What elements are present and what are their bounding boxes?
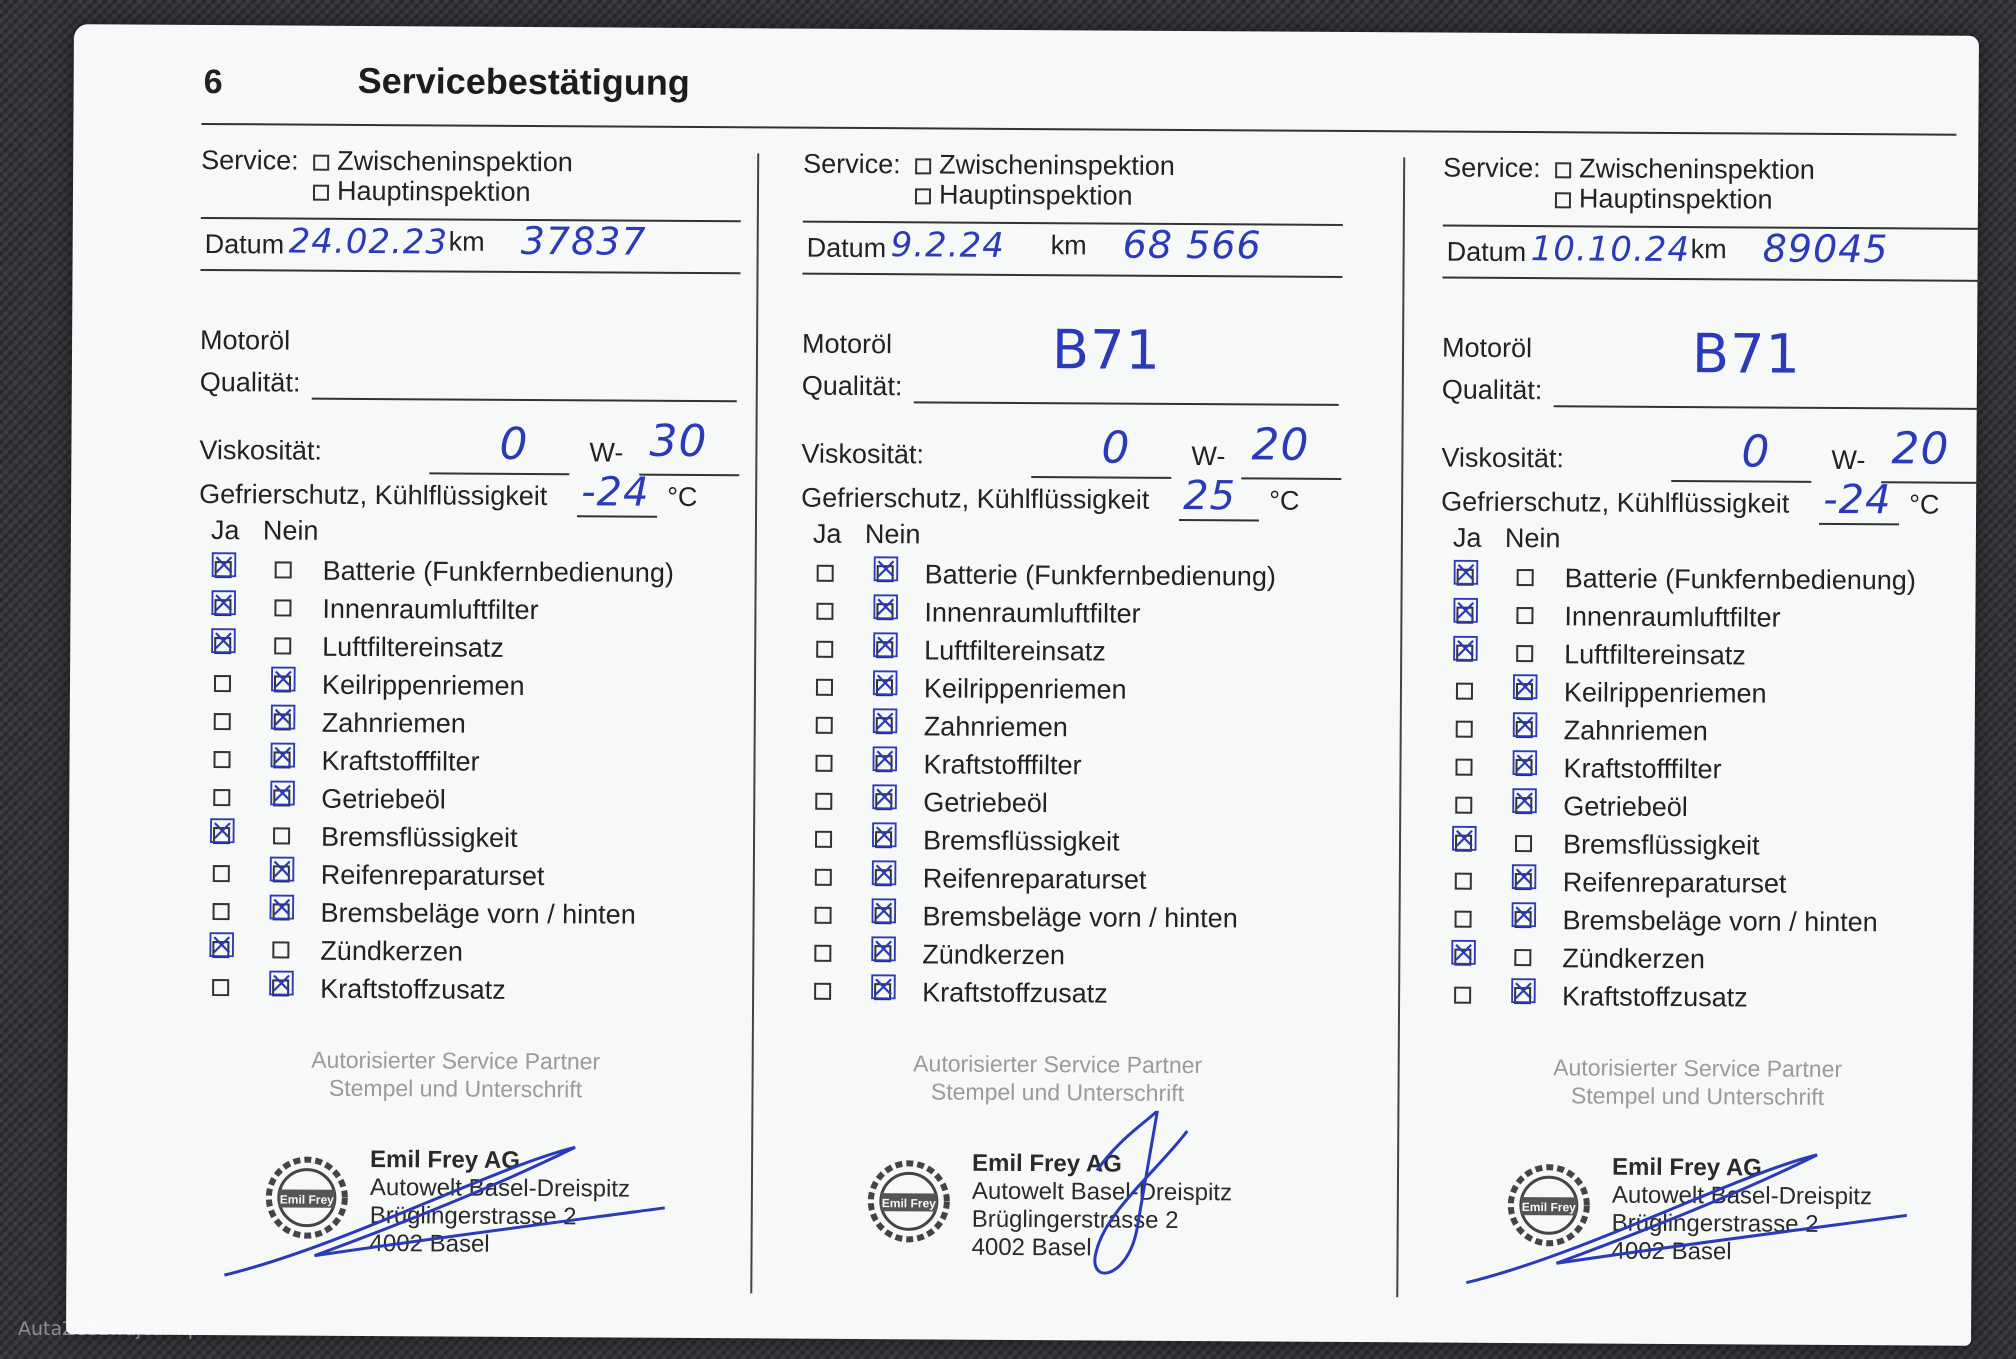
viskositaet-right-value[interactable]: 20 [1891, 423, 1950, 475]
km-label: km [448, 226, 485, 257]
checklist-item-label: Kraftstoffzusatz [922, 977, 1108, 1009]
checklist-item-label: Kraftstofffilter [1563, 753, 1722, 785]
partner-caption [255, 1045, 655, 1103]
checkbox-ja[interactable] [214, 713, 231, 730]
ink-checkmark: ☒ [1508, 857, 1540, 899]
partner-line2: Stempel und Unterschrift [1570, 1082, 1825, 1110]
qualitaet-rule [914, 401, 1339, 406]
checklist-item-label: Luftfiltereinsatz [1564, 639, 1746, 671]
label-hauptinspektion: Hauptinspektion [336, 175, 531, 207]
checkbox-zwischeninspektion[interactable] [1555, 162, 1571, 178]
viskositaet-label: Viskosität: [199, 434, 323, 466]
celsius-label: °C [1269, 485, 1300, 516]
rule [577, 515, 657, 517]
dealer-line3: 4002 Basel [369, 1230, 490, 1258]
partner-caption [857, 1049, 1257, 1107]
checklist-item-label: Innenraumluftfilter [924, 597, 1141, 629]
checklist-row [1438, 971, 1978, 1016]
checkbox-nein[interactable] [274, 637, 291, 654]
service-label: Service: [1443, 152, 1541, 184]
datum-value[interactable]: 9.2.24 [890, 225, 1005, 266]
checklist-item-label: Getriebeöl [1563, 791, 1688, 823]
nein-header: Nein [864, 519, 921, 550]
checkbox-ja[interactable] [1455, 797, 1472, 814]
dealer-line1: Autowelt Basel-Dreispitz [1611, 1181, 1873, 1211]
checklist-item-label: Luftfiltereinsatz [924, 635, 1106, 667]
dealer-line2: Brüglingerstrasse 2 [971, 1205, 1179, 1234]
handwritten-signature [1436, 1113, 1957, 1311]
ink-checkmark: ☒ [266, 888, 298, 929]
checklist-item-label: Batterie (Funkfernbedienung) [1564, 563, 1916, 596]
checkbox-nein[interactable] [1517, 569, 1534, 586]
checkbox-ja[interactable] [1455, 759, 1472, 776]
ink-checkmark: ☒ [206, 812, 238, 853]
page-title: Servicebestätigung [357, 59, 690, 103]
gefrierschutz-label: Gefrierschutz, Kühlflüssigkeit [199, 478, 548, 512]
ink-checkmark: ☒ [870, 626, 901, 667]
gefrierschutz-value[interactable]: -24 [1823, 476, 1892, 524]
checkbox-ja[interactable] [815, 869, 832, 886]
checkbox-ja[interactable] [213, 751, 230, 768]
ja-header: Ja [210, 515, 240, 546]
checklist-item-label: Innenraumluftfilter [1564, 601, 1781, 633]
ink-checkmark: ☒ [267, 736, 299, 777]
qualitaet-label: Qualität: [1441, 374, 1543, 406]
checklist-item-label: Kraftstofffilter [923, 749, 1082, 781]
gefrierschutz-value[interactable]: 25 [1183, 472, 1237, 520]
checkbox-hauptinspektion[interactable] [313, 185, 329, 201]
checklist-item-label: Batterie (Funkfernbedienung) [924, 559, 1276, 592]
option-hauptinspektion[interactable] [1555, 183, 1773, 215]
ink-checkmark: ☒ [1450, 629, 1481, 670]
checklist-item-label: Kraftstoffzusatz [1562, 981, 1748, 1013]
partner-caption [1497, 1053, 1897, 1111]
checkbox-ja[interactable] [815, 831, 832, 848]
ink-checkmark: ☒ [1509, 743, 1541, 785]
checkbox-ja[interactable] [214, 675, 231, 692]
checklist-item-label: Reifenreparaturset [320, 859, 545, 892]
label-zwischeninspektion: Zwischeninspektion [1579, 153, 1815, 185]
checkbox-ja[interactable] [816, 717, 833, 734]
checkbox-ja[interactable] [1454, 987, 1471, 1004]
checkbox-nein[interactable] [1516, 645, 1533, 662]
checklist-row [1438, 895, 1978, 940]
motoroel-label: Motoröl [1441, 332, 1533, 364]
partner-line1: Autorisierter Service Partner [913, 1050, 1203, 1079]
checklist-item-label: Getriebeöl [923, 787, 1048, 819]
w-label: W- [1191, 441, 1226, 472]
km-label: km [1690, 234, 1727, 265]
ink-checkmark: ☒ [1448, 933, 1479, 974]
ink-checkmark: ☒ [266, 850, 298, 891]
svg-text:Emil Frey: Emil Frey [279, 1192, 334, 1207]
ink-checkmark: ☒ [1508, 895, 1540, 937]
checkbox-nein[interactable] [1515, 835, 1532, 852]
datum-label: Datum [806, 232, 887, 264]
qualitaet-value[interactable]: B71 [1691, 322, 1801, 386]
checklist-row [1441, 553, 1981, 598]
checkbox-ja[interactable] [815, 907, 832, 924]
ink-checkmark: ☒ [208, 622, 239, 663]
ink-checkmark: ☒ [869, 778, 900, 819]
service-entry-column-2 [796, 149, 1363, 1312]
handwritten-signature [796, 1109, 1317, 1307]
dealer-name: Emil Frey AG [1611, 1153, 1762, 1182]
checkbox-ja[interactable] [212, 979, 229, 996]
nein-header: Nein [1504, 522, 1561, 554]
service-entry-column-1 [194, 145, 761, 1308]
dealer-line1: Autowelt Basel-Dreispitz [369, 1174, 631, 1203]
checkbox-nein[interactable] [272, 941, 289, 958]
ink-checkmark: ☒ [267, 774, 298, 815]
checkbox-nein[interactable] [274, 599, 291, 616]
km-value[interactable]: 37837 [520, 218, 647, 264]
option-hauptinspektion[interactable] [313, 176, 531, 208]
ja-header: Ja [812, 518, 842, 549]
motoroel-label: Motoröl [200, 324, 291, 356]
checklist-item-label: Bremsflüssigkeit [922, 825, 1120, 857]
checklist-item-label: Zahnriemen [1563, 715, 1708, 747]
checklist-row [197, 774, 737, 818]
handwritten-signature [194, 1105, 715, 1303]
datum-label: Datum [204, 228, 285, 260]
checkbox-hauptinspektion[interactable] [1555, 192, 1571, 208]
option-hauptinspektion[interactable] [915, 179, 1133, 211]
datum-value[interactable]: 10.10.24 [1530, 229, 1691, 271]
checklist-item-label: Kraftstoffzusatz [320, 973, 506, 1005]
ink-checkmark: ☒ [869, 740, 901, 781]
ink-checkmark: ☒ [868, 930, 899, 971]
ink-checkmark: ☒ [1448, 819, 1480, 860]
rule [201, 269, 741, 274]
title-rule [201, 123, 1956, 136]
service-label: Service: [201, 144, 299, 176]
checkbox-ja[interactable] [814, 945, 831, 962]
nein-header: Nein [262, 515, 319, 546]
rule [1241, 477, 1341, 480]
svg-text:Emil Frey: Emil Frey [881, 1196, 936, 1211]
checkbox-ja[interactable] [1455, 873, 1472, 890]
checklist-row [196, 964, 736, 1008]
rule [1179, 519, 1259, 521]
ink-checkmark: ☒ [208, 584, 240, 625]
ink-checkmark: ☒ [208, 546, 240, 587]
viskositaet-left-value[interactable]: 0 [1101, 422, 1131, 474]
checklist-item-label: Zahnriemen [321, 707, 466, 739]
checklist-item-label: Bremsflüssigkeit [1562, 829, 1760, 861]
ink-checkmark: ☒ [1450, 591, 1482, 632]
checkbox-nein[interactable] [1516, 607, 1533, 624]
dealer-line3: 4002 Basel [1611, 1237, 1732, 1266]
checkbox-nein[interactable] [275, 561, 292, 578]
label-hauptinspektion: Hauptinspektion [938, 179, 1133, 211]
gefrierschutz-label: Gefrierschutz, Kühlflüssigkeit [801, 482, 1150, 515]
checklist-item-label: Zündkerzen [922, 939, 1066, 971]
checklist-item-label: Keilrippenriemen [923, 673, 1127, 705]
ink-checkmark: ☒ [1508, 971, 1539, 1013]
checklist-item-label: Keilrippenriemen [321, 669, 525, 701]
celsius-label: °C [667, 481, 698, 513]
checkbox-ja[interactable] [1456, 683, 1473, 700]
qualitaet-rule [312, 398, 737, 403]
ink-checkmark: ☒ [1509, 705, 1541, 747]
partner-line1: Autorisierter Service Partner [1553, 1054, 1843, 1083]
km-value[interactable]: 68 566 [1122, 222, 1262, 268]
rule [1881, 481, 1981, 484]
rule [639, 474, 739, 477]
gefrierschutz-label: Gefrierschutz, Kühlflüssigkeit [1441, 486, 1790, 519]
checkbox-ja[interactable] [816, 641, 833, 658]
option-zwischeninspektion[interactable] [313, 146, 573, 179]
motoroel-label: Motoröl [801, 328, 893, 360]
checkbox-ja[interactable] [814, 983, 831, 1000]
dealer-name: Emil Frey AG [370, 1146, 520, 1174]
checkbox-hauptinspektion[interactable] [915, 188, 931, 204]
rule [1671, 480, 1811, 483]
checklist-row [198, 584, 738, 628]
checklist-item-label: Zündkerzen [320, 935, 464, 967]
checklist-item-label: Getriebeöl [321, 783, 446, 815]
checklist-item-label: Innenraumluftfilter [322, 593, 539, 626]
checklist-row [199, 546, 739, 590]
w-label: W- [589, 437, 624, 468]
checkbox-zwischeninspektion[interactable] [313, 155, 329, 171]
checkbox-ja[interactable] [815, 755, 832, 772]
partner-line2: Stempel und Unterschrift [328, 1074, 583, 1103]
dealer-line2: Brüglingerstrasse 2 [1611, 1209, 1819, 1238]
rule [1031, 476, 1171, 479]
ink-checkmark: ☒ [868, 892, 900, 933]
ink-checkmark: ☒ [266, 964, 297, 1005]
checklist-row [196, 888, 736, 932]
option-zwischeninspektion[interactable] [915, 149, 1175, 182]
svg-text:Emil Frey: Emil Frey [1521, 1200, 1576, 1215]
checkbox-ja[interactable] [213, 865, 230, 882]
service-booklet-page [66, 24, 1979, 1346]
qualitaet-value[interactable]: B71 [1051, 318, 1162, 382]
checklist-item-label: Kraftstofffilter [321, 745, 480, 777]
partner-line2: Stempel und Unterschrift [930, 1078, 1185, 1106]
checklist-item-label: Bremsflüssigkeit [320, 821, 518, 853]
rule [1819, 523, 1899, 525]
label-zwischeninspektion: Zwischeninspektion [337, 145, 573, 178]
km-label: km [1050, 230, 1087, 261]
ink-checkmark: ☒ [868, 968, 899, 1009]
checkbox-ja[interactable] [816, 679, 833, 696]
ink-checkmark: ☒ [869, 664, 901, 705]
checklist-item-label: Zahnriemen [923, 711, 1068, 743]
checklist-item-label: Batterie (Funkfernbedienung) [322, 555, 674, 588]
ink-checkmark: ☒ [870, 550, 902, 591]
ink-checkmark: ☒ [1509, 781, 1540, 823]
dealer-line2: Brüglingerstrasse 2 [369, 1202, 577, 1231]
qualitaet-label: Qualität: [801, 370, 903, 402]
qualitaet-label: Qualität: [199, 366, 301, 398]
rule [1442, 277, 1982, 282]
ink-checkmark: ☒ [267, 698, 299, 739]
ink-checkmark: ☒ [1509, 667, 1541, 709]
viskositaet-label: Viskosität: [801, 438, 925, 470]
label-hauptinspektion: Hauptinspektion [1578, 183, 1773, 215]
viskositaet-left-value[interactable]: 0 [499, 418, 529, 470]
checkbox-ja[interactable] [816, 603, 833, 620]
checklist-row [1439, 781, 1979, 826]
celsius-label: °C [1909, 489, 1940, 520]
viskositaet-right-value[interactable]: 20 [1251, 419, 1310, 471]
rule [1443, 225, 1983, 230]
qualitaet-rule [1554, 405, 1979, 410]
checklist-item-label: Keilrippenriemen [1563, 677, 1767, 709]
gefrierschutz-value[interactable]: -24 [581, 469, 650, 516]
checkbox-ja[interactable] [1455, 911, 1472, 928]
w-label: W- [1831, 444, 1866, 476]
datum-label: Datum [1446, 236, 1527, 268]
ink-checkmark: ☒ [868, 854, 900, 895]
checklist-item-label: Bremsbeläge vorn / hinten [922, 901, 1238, 934]
ink-checkmark: ☒ [869, 702, 901, 743]
service-label: Service: [803, 148, 901, 180]
rule [201, 217, 741, 222]
page-number: 6 [203, 62, 223, 102]
dealer-line1: Autowelt Basel-Dreispitz [971, 1177, 1233, 1207]
checklist-item-label: Reifenreparaturset [1562, 867, 1787, 899]
checklist-item-label: Reifenreparaturset [922, 863, 1147, 895]
rule [803, 221, 1343, 226]
checkbox-ja[interactable] [213, 903, 230, 920]
column-divider [1396, 157, 1405, 1297]
checklist-row [1440, 591, 1980, 636]
rule [429, 472, 569, 475]
option-zwischeninspektion[interactable] [1555, 153, 1815, 186]
rule [803, 273, 1343, 278]
checkbox-zwischeninspektion[interactable] [915, 158, 931, 174]
viskositaet-right-value[interactable]: 30 [649, 415, 708, 468]
viskositaet-left-value[interactable]: 0 [1741, 426, 1771, 478]
viskositaet-label: Viskosität: [1441, 442, 1565, 474]
service-entry-column-3 [1436, 153, 2003, 1316]
partner-line1: Autorisierter Service Partner [311, 1046, 601, 1075]
checklist-item-label: Luftfiltereinsatz [322, 631, 504, 663]
ink-checkmark: ☒ [1450, 553, 1482, 594]
checklist-item-label: Bremsbeläge vorn / hinten [1562, 905, 1878, 938]
checklist-row [798, 968, 1338, 1012]
ink-checkmark: ☒ [206, 926, 237, 967]
dealer-line3: 4002 Basel [971, 1233, 1092, 1262]
datum-value[interactable]: 24.02.23 [288, 221, 449, 263]
label-zwischeninspektion: Zwischeninspektion [939, 149, 1175, 181]
ink-checkmark: ☒ [267, 660, 299, 701]
checkbox-ja[interactable] [213, 789, 230, 806]
checklist-item-label: Bremsbeläge vorn / hinten [320, 897, 636, 930]
watermark: AutaZeSzwajcarii.pl [18, 1318, 206, 1340]
dealer-name: Emil Frey AG [971, 1149, 1122, 1178]
ink-checkmark: ☒ [870, 588, 902, 629]
km-value[interactable]: 89045 [1762, 226, 1889, 272]
checkbox-ja[interactable] [817, 565, 834, 582]
checkbox-nein[interactable] [273, 827, 290, 844]
checkbox-ja[interactable] [1456, 721, 1473, 738]
checklist-item-label: Zündkerzen [1562, 943, 1706, 975]
ink-checkmark: ☒ [868, 816, 900, 857]
ja-header: Ja [1452, 522, 1482, 553]
checkbox-ja[interactable] [815, 793, 832, 810]
checkbox-nein[interactable] [1514, 949, 1531, 966]
